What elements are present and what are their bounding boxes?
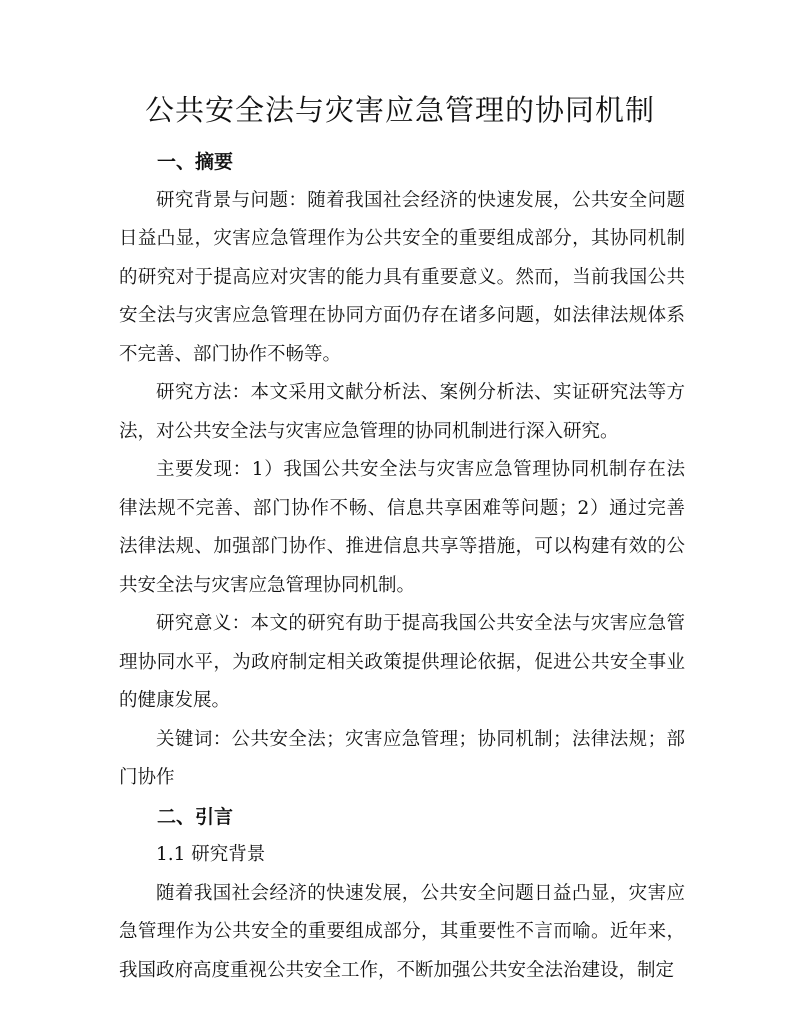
document-title: 公共安全法与灾害应急管理的协同机制 — [144, 93, 655, 127]
section-heading-introduction: 二、引言 — [157, 805, 234, 828]
abstract-background-paragraph: 研究背景与问题：随着我国社会经济的快速发展，公共安全问题日益凸显，灾害应急管理作为公共安全的重要组成部分，其协同机制的研究对于提高应对灾害的能力具有重要意义。然而，当前我国公共安全法与灾害应急管理在协同方面仍存在诸多问题，如法律法规体系不完善、部门协作不畅等。 — [119, 189, 685, 365]
subsection-heading-background: 1.1 研究背景 — [156, 844, 266, 865]
abstract-keywords-paragraph: 关键词：公共安全法；灾害应急管理；协同机制；法律法规；部门协作 — [119, 728, 685, 788]
abstract-findings-paragraph: 主要发现：1）我国公共安全法与灾害应急管理协同机制存在法律法规不完善、部门协作不畅、信息共享困难等问题；2）通过完善法律法规、加强部门协作、推进信息共享等措施，可以构建有效的公共安全法与灾害应急管理协同机制。 — [119, 459, 685, 596]
abstract-methods-paragraph: 研究方法：本文采用文献分析法、案例分析法、实证研究法等方法，对公共安全法与灾害应急管理的协同机制进行深入研究。 — [119, 382, 685, 442]
document-body — [119, 143, 685, 990]
section-heading-abstract: 一、摘要 — [157, 151, 234, 173]
abstract-significance-paragraph: 研究意义：本文的研究有助于提高我国公共安全法与灾害应急管理协同水平，为政府制定相关政策提供理论依据，促进公共安全事业的健康发展。 — [119, 613, 685, 711]
introduction-paragraph: 随着我国社会经济的快速发展，公共安全问题日益凸显，灾害应急管理作为公共安全的重要组成部分，其重要性不言而喻。近年来，我国政府高度重视公共安全工作，不断加强公共安全法治建设，制定 — [119, 882, 685, 981]
